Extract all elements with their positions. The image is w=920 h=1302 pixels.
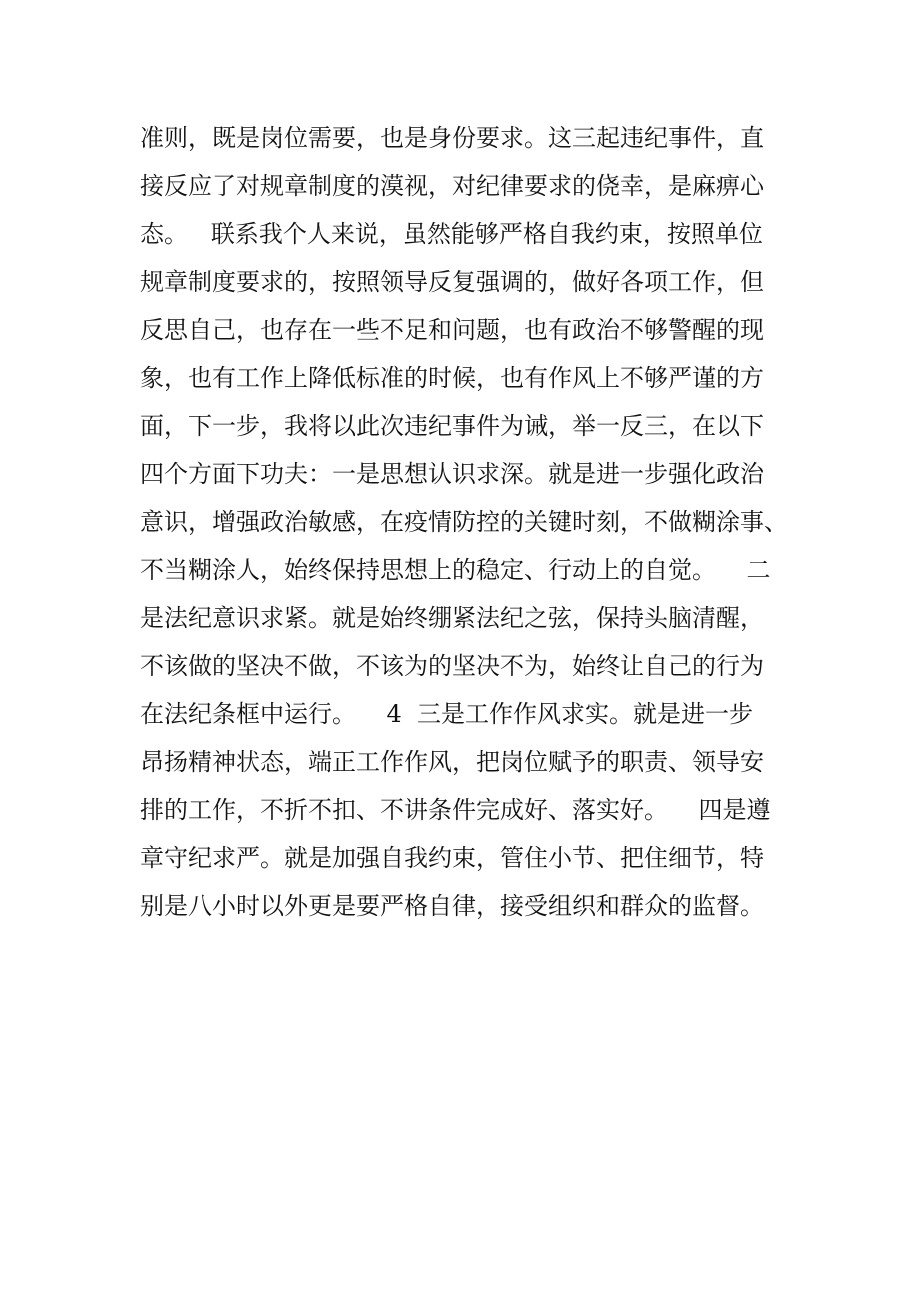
text-line: 不该做的坚决不做，不该为的坚决不为，始终让自己的行为 (140, 652, 764, 680)
text-line: 接反应了对规章制度的漠视，对纪律要求的侥幸，是麻痹心 (140, 172, 764, 200)
text-line: 意识，增强政治敏感，在疫情防控的关键时刻，不做糊涂事、 (140, 508, 788, 536)
text-line: 反思自己，也存在一些不足和问题，也有政治不够警醒的现 (140, 316, 764, 344)
text-line: 别是八小时以外更是要严格自律，接受组织和群众的监督。 (140, 892, 764, 920)
text-line: 昂扬精神状态，端正工作作风，把岗位赋予的职责、领导安 (140, 748, 764, 776)
text-line: 准则，既是岗位需要，也是身份要求。这三起违纪事件，直 (140, 124, 764, 152)
text-line: 排的工作，不折不扣、不讲条件完成好、落实好。 四是遵 (140, 796, 771, 824)
text-line: 象，也有工作上降低标准的时候，也有作风上不够严谨的方 (140, 364, 764, 392)
text-line: 四个方面下功夫：一是思想认识求深。就是进一步强化政治 (140, 460, 764, 488)
text-line: 是法纪意识求紧。就是始终绷紧法纪之弦，保持头脑清醒， (140, 604, 764, 632)
text-line: 态。 联系我个人来说，虽然能够严格自我约束，按照单位 (140, 220, 763, 248)
text-line: 章守纪求严。就是加强自我约束，管住小节、把住细节，特 (140, 844, 764, 872)
text-line: 规章制度要求的，按照领导反复强调的，做好各项工作，但 (140, 268, 764, 296)
text-line: 不当糊涂人，始终保持思想上的稳定、行动上的自觉。 二 (140, 556, 771, 584)
body-text (140, 114, 800, 930)
text-line: 面，下一步，我将以此次违纪事件为诫，举一反三，在以下 (140, 412, 764, 440)
text-line: 在法纪条框中运行。 4 三是工作作风求实。就是进一步 (140, 700, 754, 728)
